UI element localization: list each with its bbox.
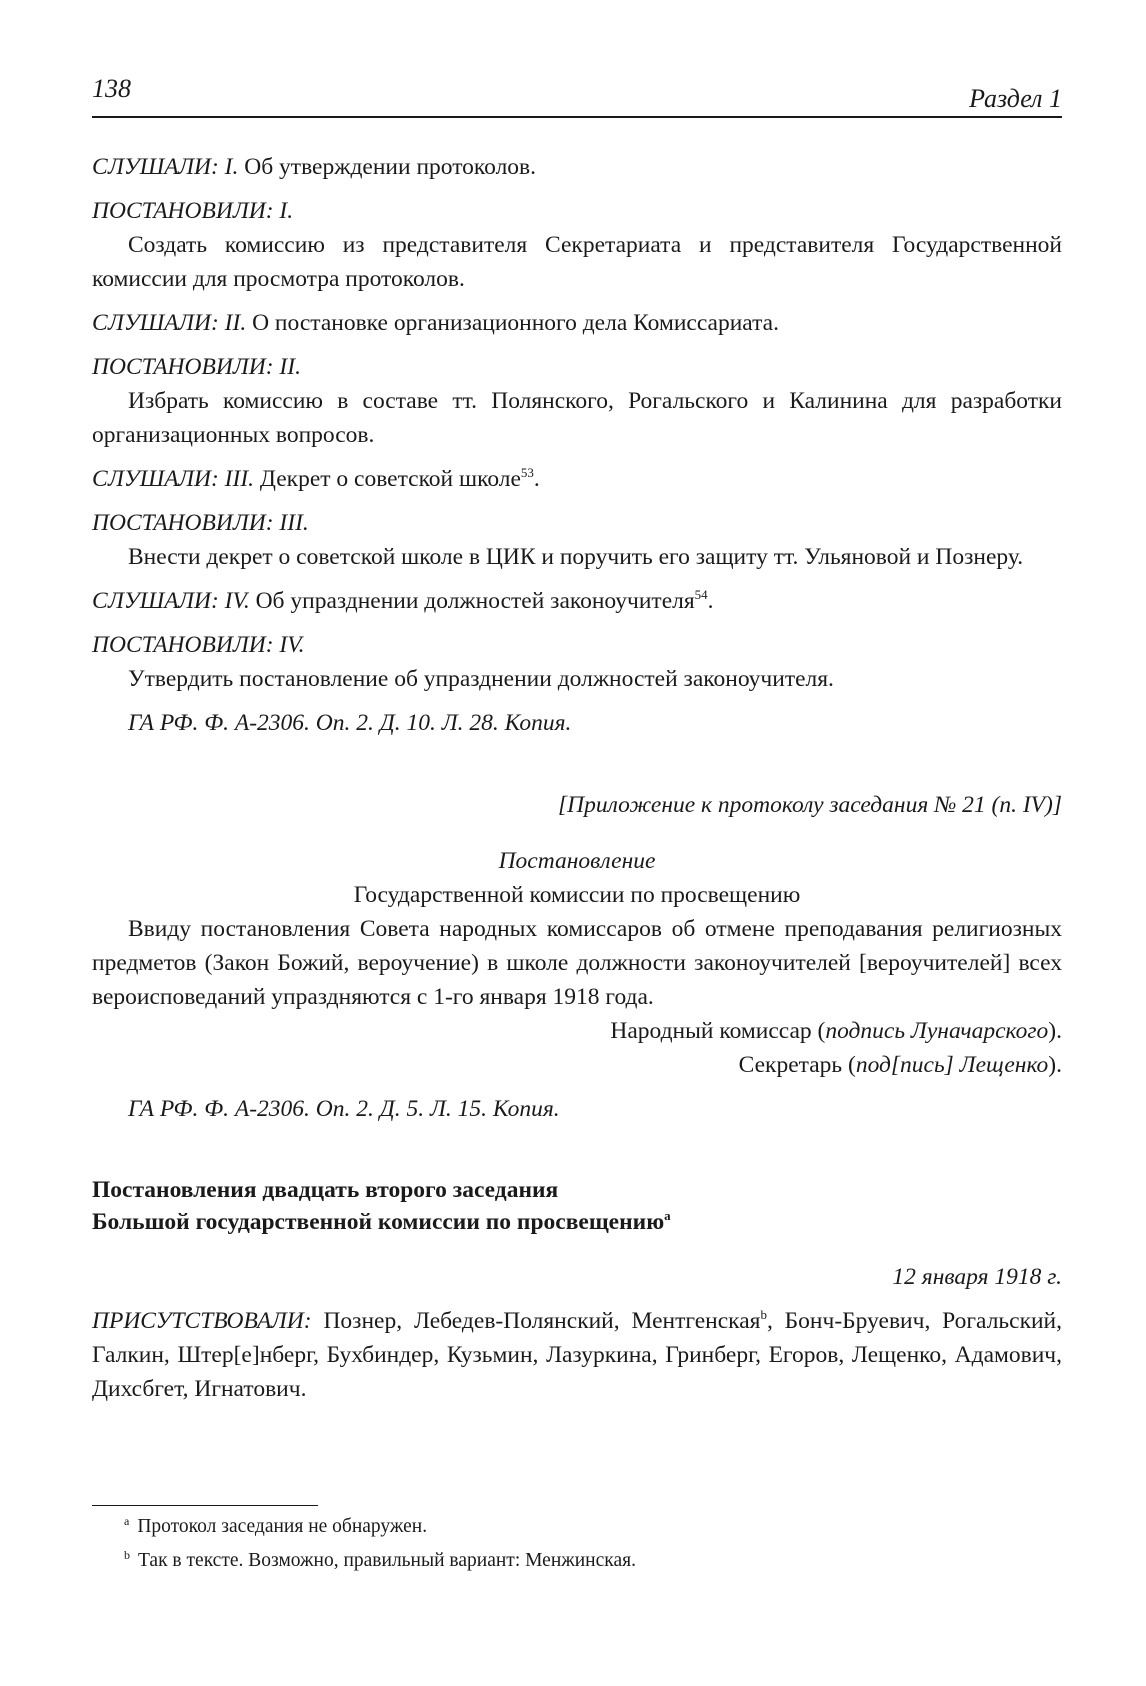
appendix-issuer: Государственной комиссии по просвещению [353, 882, 801, 908]
heard-item-1 [92, 150, 1062, 184]
heard-label: СЛУШАЛИ: I. [92, 154, 239, 180]
heard-item-2 [92, 306, 1062, 340]
archive-source-1: ГА РФ. Ф. А-2306. Оп. 2. Д. 10. Л. 28. Копия. [128, 710, 572, 736]
section-title: Раздел 1 [969, 84, 1062, 113]
resolved-label-4: ПОСТАНОВИЛИ: IV. [92, 632, 305, 658]
signature-commissar: Народный комиссар (подпись Луначарского). [610, 1018, 1062, 1044]
resolved-text-4: Утвердить постановление об упразднении должностей законоучителя. [128, 666, 834, 692]
heard-text: О постановке организационного дела Комиссариата. [252, 310, 779, 336]
endnote-ref: 54 [694, 587, 708, 603]
session-date: 12 января 1918 г. [892, 1264, 1062, 1290]
heard-text: Декрет о советской школе [259, 466, 521, 492]
heard-text: Об утверждении протоколов. [244, 154, 537, 180]
attendees: ПРИСУТСТВОВАЛИ: Познер, Лебедев-Полянский, Ментгенская$^b$, Бонч-Бруевич, Рогальский, Галкин, Штер[е]нберг, Бухбиндер, Кузьмин, Лазуркина, Гринберг, Егоров, Лещенко, Адамович, Дихсбгет, Игнатович. [92, 1307, 1063, 1402]
resolved-text-2: Избрать комиссию в составе тт. Полянского, Рогальского и Калинина для разработки организационных вопросов. [92, 388, 1062, 448]
footnote-divider [92, 1505, 318, 1506]
heard-item-3: СЛУШАЛИ: III. Декрет о советской школе$^{53}$. [92, 465, 540, 492]
appendix-heading: [Приложение к протоколу заседания № 21 (п. IV)] [558, 792, 1062, 818]
heard-label: СЛУШАЛИ: IV. [92, 588, 250, 614]
resolved-text-3: Внести декрет о советской школе в ЦИК и поручить его защиту тт. Ульяновой и Познеру. [128, 544, 1024, 570]
resolved-label-2: ПОСТАНОВИЛИ: II. [92, 354, 301, 380]
footnote-item: $^b$ Так в тексте. Возможно, правильный вариант: Менжинская. [124, 1547, 636, 1571]
session-title: Постановления двадцать второго заседания Большой государственной комиссии по просвещению$^a$ [92, 1177, 671, 1235]
footnote-ref: a [664, 1208, 671, 1224]
heard-text: Об упразднении должностей законоучителя [255, 588, 695, 614]
heard-item-4: СЛУШАЛИ: IV. Об упразднении должностей законоучителя$^{54}$. [92, 587, 714, 614]
archive-source-2: ГА РФ. Ф. А-2306. Оп. 2. Д. 5. Л. 15. Копия. [128, 1096, 560, 1122]
page-number: 138 [92, 74, 131, 103]
document-body [92, 150, 1062, 1406]
footnotes [92, 1505, 1062, 1578]
heard-label: СЛУШАЛИ: II. [92, 310, 247, 336]
resolved-label-3: ПОСТАНОВИЛИ: III. [92, 510, 309, 536]
footnote-ref: b [760, 1307, 767, 1323]
attendees-label: ПРИСУТСТВОВАЛИ: [92, 1308, 312, 1334]
endnote-ref: 53 [520, 465, 534, 481]
appendix-text: Ввиду постановления Совета народных комиссаров об отмене преподавания религиозных предметов (Закон Божий, вероучение) в школе должности законоучителей [вероучителей] всех вероисповеданий упраздняются с 1-го января 1918 года. [92, 916, 1062, 1010]
heard-label: СЛУШАЛИ: III. [92, 466, 255, 492]
signature-secretary: Секретарь (под[пись] Лещенко). [738, 1052, 1062, 1078]
resolved-text-1: Создать комиссию из представителя Секретариата и представителя Государственной комиссии для просмотра протоколов. [92, 232, 1062, 292]
footnote-item: $^a$ Протокол заседания не обнаружен. [124, 1513, 428, 1537]
page-header [92, 72, 1062, 118]
appendix-doc-type: Постановление [498, 848, 656, 874]
resolved-label-1: ПОСТАНОВИЛИ: I. [92, 198, 294, 224]
